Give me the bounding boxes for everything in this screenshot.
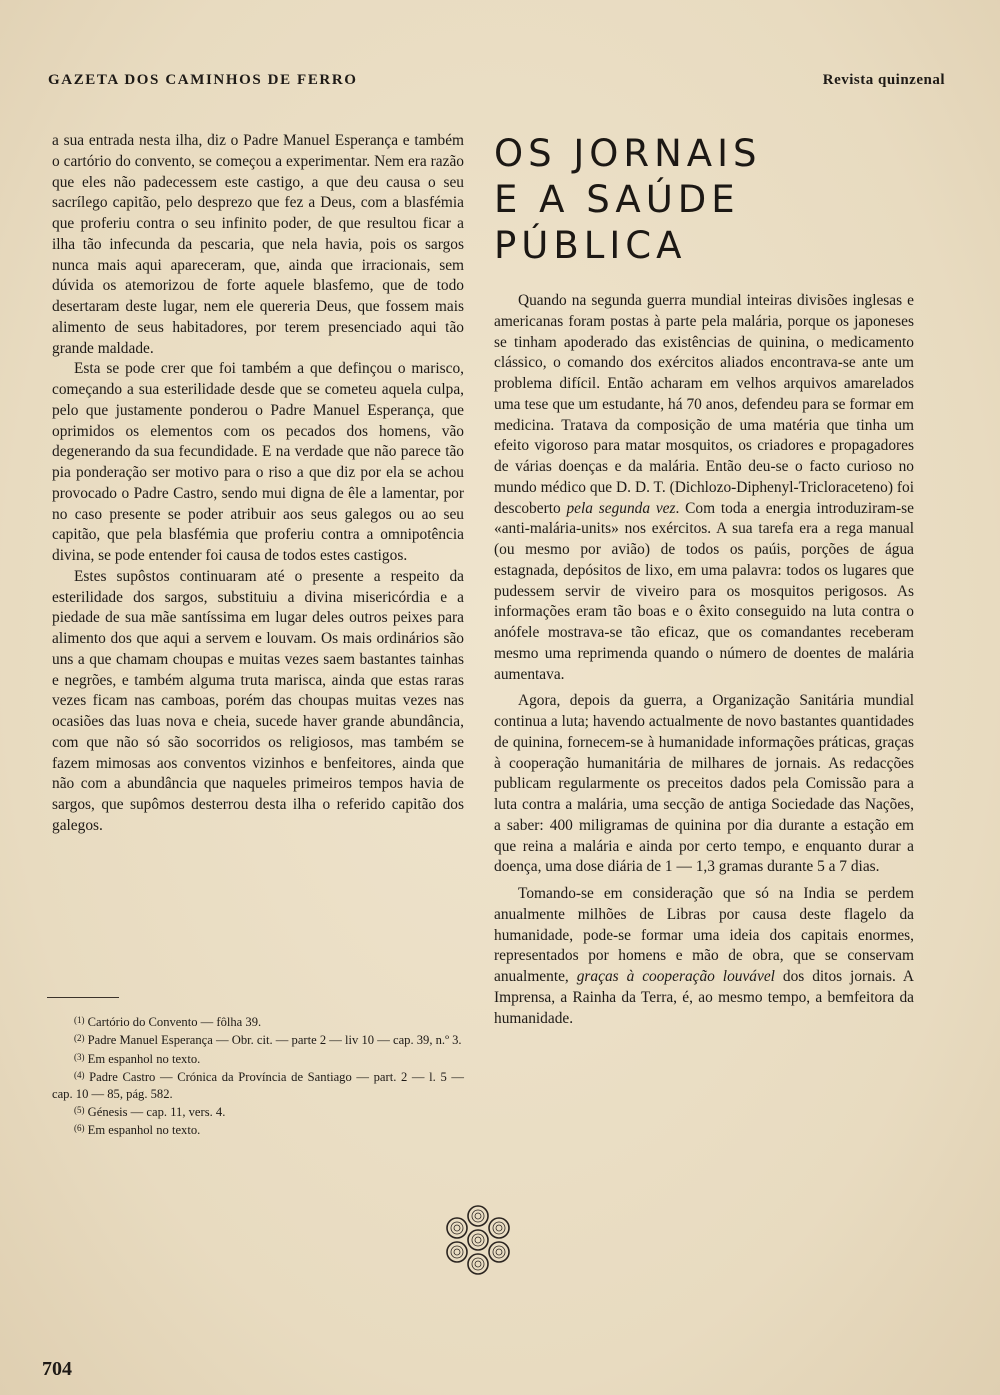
- left-column: [52, 131, 464, 837]
- article-body: [494, 291, 914, 1029]
- article-paragraph-3: [494, 884, 914, 1029]
- footnote-5: [52, 1102, 464, 1120]
- running-header-title: GAZETA DOS CAMINHOS DE FERRO: [48, 72, 358, 88]
- footnote-5-text: Génesis — cap. 11, vers. 4.: [87, 1105, 226, 1120]
- article-paragraph-1: [494, 291, 914, 685]
- footnote-5-number: (5): [74, 1105, 85, 1116]
- footnote-1-number: (1): [74, 1015, 85, 1025]
- article-paragraph-3-part-a: Tomando-se em consideração que só na India se perdem anualmente milhões de Libras por causa deste flagelo da humanidade, pode-se formar uma ideia dos capitais enormes, representados por homens e mão de obra, que se conservam anualmente,: [494, 885, 914, 985]
- footnote-6: [52, 1120, 464, 1138]
- footnote-4: [52, 1067, 464, 1102]
- left-paragraph-2: Esta se pode crer que foi também a que definçou o marisco, começando a sua esterilidade desde que se cometeu aquela culpa, pelo que justamente ponderou o Padre Manuel Esperança, que oprimidos os elementos com os pecados dos homens, vão degenerando da sua fecundidade. E na verdade que não parece tão pia ponderação ser motivo para o riso a que diz por ela se achou provocado o Padre Castro, sendo mui digna de êle a lamentar, por no caso presente se poder atribuir aos seus galegos ou ao seu capitão, que pela blasfémia que proferiu contra a omnipotência divina, se pode entender foi causa de todos estes castigos.: [52, 360, 464, 564]
- footnote-6-number: (6): [74, 1123, 85, 1134]
- footnote-4-number: (4): [74, 1070, 85, 1081]
- footnote-4-text: Padre Castro — Crónica da Província de Santiago — part. 2 — l. 5 — cap. 10 — 85, pág. 582.: [52, 1070, 464, 1101]
- running-header-subtitle: Revista quinzenal: [822, 72, 945, 88]
- footnote-3: [52, 1049, 464, 1067]
- article-paragraph-1-part-a: Quando na segunda guerra mundial inteiras divisões inglesas e americanas foram postas à parte pela malária, porque os japoneses se tinham apoderado das existências de quinina, o medicamento clássico, o comando dos exércitos aliados encontrava-se ante um problema difícil. Então acharam em velhos arquivos amarelados uma tese que um estudante, há 70 anos, defendeu para se formar em medicina. Tratava da composição de uma matéria que tinha um efeito vigoroso para matar mosquitos, os criadores e propagadores de várias doenças e da malária. Então deu-se o facto curioso no mundo médico que D. D. T. (Dichlozo-Diphenyl-Tricloraceteno) foi descoberto: [494, 292, 914, 517]
- footnote-6-text: Em espanhol no texto.: [87, 1123, 201, 1138]
- article-paragraph-1-part-b: . Com toda a energia introduziram-se «anti-malária-units» nos exércitos. A sua tarefa era a rega manual (ou mesmo por avião) de todos os paúis, porções de água estagnada, depósitos de lixo, em uma palavra: todos os lugares que pudessem servir de viveiro para os mosquitos perigosos. As informações eram tão boas e o êxito conseguido na luta contra o anófele mostrava-se tão eficaz, que os comandantes receberam mesmo uma reprimenda quando o número de doentes de malária aumentava.: [494, 499, 914, 683]
- right-column: [494, 131, 914, 1029]
- footnote-1-text: Cartório do Convento — fôlha 39.: [87, 1015, 262, 1029]
- footnote-3-text: Em espanhol no texto.: [87, 1051, 201, 1066]
- footnotes: [52, 1012, 464, 1139]
- footnote-2-number: (2): [74, 1033, 85, 1044]
- article-title-line-2: E A SAÚDE PÚBLICA: [494, 178, 740, 267]
- article-paragraph-3-part-b: dos ditos jornais. A Imprensa, a Rainha da Terra, é, ao mesmo tempo, a bemfeitora da humanidade.: [494, 968, 915, 1027]
- footnote-rule: [47, 997, 119, 998]
- article-title: [494, 131, 914, 269]
- page-number: 704: [42, 1358, 72, 1380]
- footnote-2: [52, 1030, 464, 1048]
- article-title-line-1: OS JORNAIS: [494, 132, 762, 175]
- footnote-3-number: (3): [74, 1051, 85, 1062]
- footnote-2-text: Padre Manuel Esperança — Obr. cit. — parte 2 — liv 10 — cap. 39, n.º 3.: [87, 1033, 462, 1048]
- footnote-1: [52, 1012, 464, 1030]
- article-paragraph-2: Agora, depois da guerra, a Organização Sanitária mundial continua a luta; havendo actualmente de novo bastantes quantidades de quinina, fornecem-se à humanidade informações práticas, graças à cooperação humanitária de milhares de jornais. As redacções publicam regularmente os preceitos dados pela Comissão para a luta contra a malária, uma secção de antiga Sociedade das Nações, a saber: 400 miligramas de quinina por dia durante a estação em que reina a malária e ainda por certo tempo, e enquanto durar a doença, uma dose diária de 1 — 1,3 gramas durante 5 a 7 dias.: [494, 692, 914, 876]
- article-paragraph-3-italic: graças à cooperação louvável: [576, 968, 775, 985]
- left-paragraph-1: a sua entrada nesta ilha, diz o Padre Manuel Esperança e também o cartório do convento, se começou a experimentar. Nem era razão que eles não padecessem este castigo, a que deu causa o seu sacrílego capitão, pelo desprezo que fez a Deus, com a blasfémia que proferiu contra o seu infinito poder, de que resultou ficar a ilha tão infecunda da pescaria, que nela havia, pois os sargos nunca mais aqui apareceram, que, ainda que irracionais, sem dúvida os atemorizou de forte aquele blasfemo, que de todo desertaram deste lugar, nem ele quereria Deus, que fossem mais alimento de seus habitadores, por terem presenciado aqui tão grande maldade.: [52, 132, 464, 357]
- article-paragraph-1-italic: pela segunda vez: [566, 499, 676, 517]
- wire-rope-ornament-icon: [432, 1194, 524, 1286]
- left-paragraph-3: Estes supôstos continuaram até o presente a respeito da esterilidade dos sargos, substituiu a divina misericórdia e a piedade de sua mãe santíssima em lugar deles outros peixes para alimento dos que aqui a servem e louvam. Os mais ordinários são uns a que chamam choupas e muitas vezes saem bastantes tainhas e negrões, e também alguma truta marisca, ainda que estas raras vezes ficam nas camboas, porém das choupas muitas vezes nas ocasiões das luas nova e cheia, sucede haver grande abundância, com que não só são socorridos os religiosos, mas também se fazem mimosas aos conventos vizinhos e benfeitores, ainda que não com a abundância que naqueles primeiros tempos havia de sargos, que supômos desterrou desta ilha o referido capitão dos galegos.: [52, 567, 464, 834]
